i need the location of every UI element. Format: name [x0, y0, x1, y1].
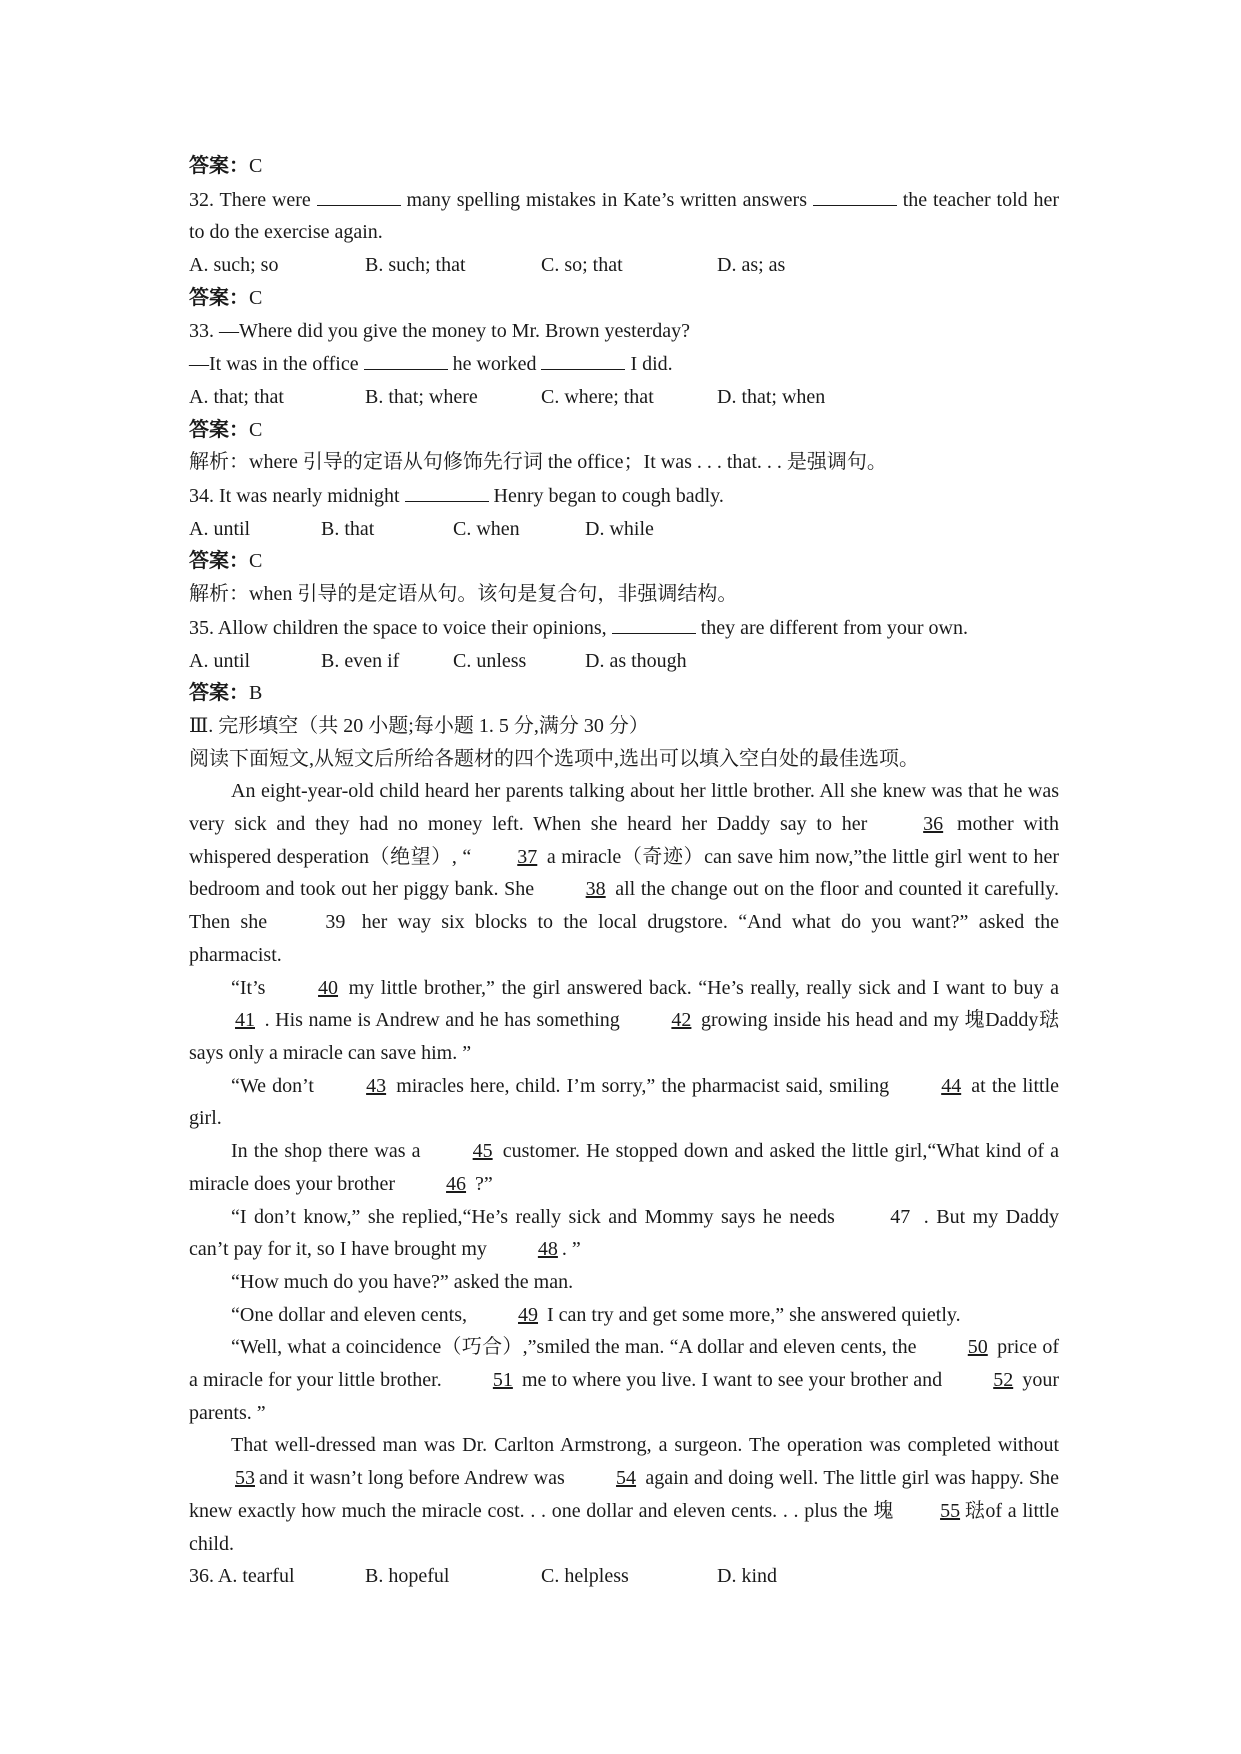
q34-stem: 34. It was nearly midnight Henry began to cough badly.	[189, 479, 1059, 513]
q33-explanation: 解析：where 引导的定语从句修饰先行词 the office；It was . . . that. . . 是强调句。	[189, 451, 887, 474]
option-c: C. unless	[453, 649, 527, 672]
blank-number: 40	[318, 976, 339, 999]
q33-line1: 33. —Where did you give the money to Mr. Brown yesterday?	[189, 319, 690, 342]
passage-paragraph: “I don’t know,” she replied,“He’s really sick and Mommy says he needs 47 . But my Daddy can’t pay for it, so I have brought my 48 . ”	[189, 1201, 1059, 1266]
blank-number: 43	[366, 1074, 387, 1097]
blank-number: 37	[517, 845, 538, 868]
answer-blank	[317, 183, 401, 206]
option-b: B. even if	[321, 649, 400, 672]
answer-label: 答案：	[189, 155, 249, 177]
option-b: B. that	[321, 517, 375, 540]
option-b: B. that; where	[365, 385, 478, 408]
q35-answer: 答案：B	[189, 682, 263, 705]
option-a: A. until	[189, 517, 251, 540]
section-instruction: 阅读下面短文,从短文后所给各题材的四个选项中,选出可以填入空白处的最佳选项。	[189, 747, 919, 770]
blank-number: 48	[537, 1238, 558, 1261]
option-d: D. as; as	[717, 254, 786, 277]
answer-blank	[541, 347, 625, 370]
blank-number: 52	[993, 1369, 1014, 1392]
option-a: A. that; that	[189, 385, 284, 408]
q32-stem: 32. There were many spelling mistakes in Kate’s written answers the teacher told her to do the exercise again.	[189, 183, 1059, 249]
blank-number: 46	[446, 1172, 467, 1195]
q33-options	[189, 381, 1059, 414]
option-d: D. that; when	[717, 385, 826, 408]
passage-paragraph: An eight-year-old child heard her parents talking about her little brother. All she knew was that he was very sick and they had no money left. When she heard her Daddy say to her 36 mother with whispered desperation（绝望）, “ 37 a miracle（奇迹）can save him now,”the little girl went to her bedroom and took out her piggy bank. She 38 all the change out on the floor and counted it carefully. Then she 39 her way six blocks to the local drugstore. “And what do you want?” asked the pharmacist.	[189, 780, 1059, 966]
passage-paragraph: “We don’t 43 miracles here, child. I’m sorry,” the pharmacist said, smiling 44 at the little girl.	[189, 1070, 1059, 1135]
answer-blank	[612, 611, 696, 634]
q33-line2: —It was in the office he worked I did.	[189, 347, 1059, 381]
option-b: B. hopeful	[365, 1565, 450, 1588]
option-c: C. where; that	[541, 385, 654, 408]
q31-answer	[189, 150, 1059, 183]
q34-explanation: 解析：when 引导的是定语从句。该句是复合句，非强调结构。	[189, 583, 738, 606]
q33-answer: 答案：C	[189, 418, 263, 441]
option-d: D. kind	[717, 1565, 777, 1588]
answer-blank	[364, 347, 448, 370]
blank-number: 47	[890, 1205, 911, 1228]
q34-options	[189, 513, 1059, 546]
option-a: A. until	[189, 649, 251, 672]
passage-paragraph: In the shop there was a 45 customer. He stopped down and asked the little girl,“What kind of a miracle does your brother 46 ?”	[189, 1135, 1059, 1200]
passage-paragraph: “How much do you have?” asked the man.	[231, 1270, 574, 1293]
blank-number: 50	[967, 1336, 988, 1359]
answer-value: C	[249, 155, 263, 177]
option-d: D. while	[585, 517, 654, 540]
option-b: B. such; that	[365, 254, 466, 277]
blank-number: 45	[472, 1140, 493, 1163]
q32-options	[189, 249, 1059, 282]
option-c: C. when	[453, 517, 520, 540]
passage-paragraph: “It’s 40 my little brother,” the girl answered back. “He’s really, really sick and I want to buy a 41 . His name is Andrew and he has something 42 growing inside his head and my 塊Daddy琺says only a miracle can save him. ”	[189, 972, 1059, 1070]
passage-paragraph: “One dollar and eleven cents, 49 I can try and get some more,” she answered quietly.	[189, 1299, 1059, 1332]
passage-paragraph: “Well, what a coincidence（巧合）,”smiled the man. “A dollar and eleven cents, the 50 price of a miracle for your little brother. 51 me to where you live. I want to see your brother and 52 your parents. ”	[189, 1331, 1059, 1429]
q32-answer: 答案：C	[189, 286, 263, 309]
answer-blank	[813, 183, 897, 206]
blank-number: 49	[518, 1303, 539, 1326]
blank-number: 39	[325, 911, 346, 934]
blank-number: 51	[492, 1369, 513, 1392]
blank-number: 36	[923, 813, 944, 836]
blank-number: 53	[235, 1467, 255, 1490]
option-a: 36. A. tearful	[189, 1565, 295, 1588]
option-d: D. as though	[585, 649, 687, 672]
answer-blank	[405, 479, 489, 502]
blank-number: 41	[235, 1009, 255, 1032]
blank-number: 38	[585, 878, 606, 901]
blank-number: 55	[940, 1499, 961, 1522]
option-a: A. such; so	[189, 254, 279, 277]
blank-number: 44	[941, 1074, 962, 1097]
blank-number: 54	[616, 1467, 637, 1490]
blank-number: 42	[671, 1009, 692, 1032]
passage-paragraph: That well-dressed man was Dr. Carlton Armstrong, a surgeon. The operation was completed without 53 and it wasn’t long before Andrew was 54 again and doing well. The little girl was happy. She knew exactly how much the miracle cost. . . one dollar and eleven cents. . . plus the 塊 55 琺of a little child.	[189, 1434, 1060, 1555]
q35-options	[189, 645, 1059, 678]
option-c: C. helpless	[541, 1565, 629, 1588]
q34-answer: 答案：C	[189, 550, 263, 573]
q36-options	[189, 1560, 1059, 1593]
section-heading: Ⅲ. 完形填空（共 20 小题;每小题 1. 5 分,满分 30 分）	[189, 714, 649, 737]
q35-stem: 35. Allow children the space to voice their opinions, they are different from your own.	[189, 611, 1059, 645]
option-c: C. so; that	[541, 254, 623, 277]
